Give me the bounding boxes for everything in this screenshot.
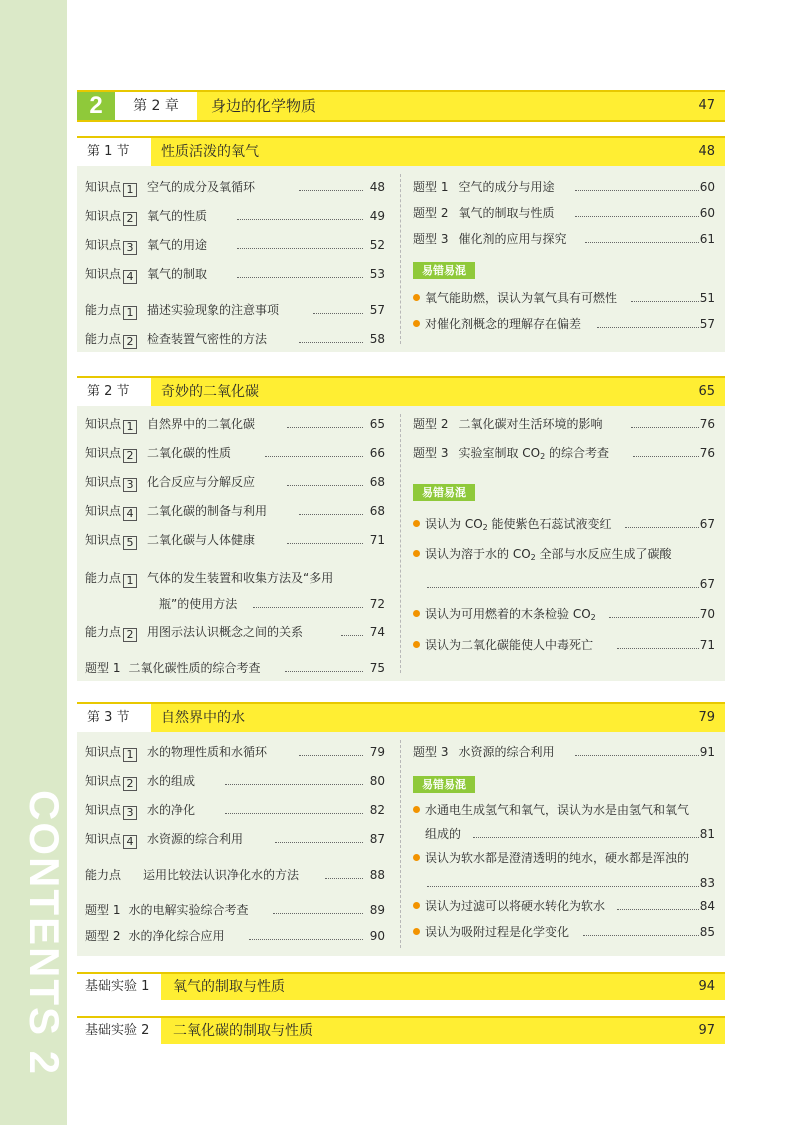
toc-entry[interactable]: 能力点 2 用图示法认识概念之间的关系 — [85, 625, 304, 641]
page-number: 74 — [369, 625, 385, 639]
page-number: 81 — [699, 827, 715, 841]
page-number: 48 — [369, 180, 385, 194]
page-number: 90 — [369, 929, 385, 943]
section-title: 自然界中的水 — [161, 710, 245, 726]
chapter-title: 身边的化学物质 — [211, 97, 317, 115]
toc-entry[interactable]: 题型 3 水资源的综合利用 — [413, 745, 555, 759]
page-number: 67 — [699, 577, 715, 591]
page-number: 85 — [699, 925, 715, 939]
section-title: 奇妙的二氧化碳 — [161, 384, 259, 400]
toc-entry[interactable]: 能力点 运用比较法认识净化水的方法 — [85, 868, 300, 882]
section-title: 性质活泼的氧气 — [161, 144, 259, 160]
section-3 — [77, 702, 725, 956]
toc-entry[interactable]: 知识点 2 二氧化碳的性质 — [85, 446, 232, 462]
error-prone-badge: 易错易混 — [413, 484, 475, 501]
page-number: 71 — [699, 638, 715, 652]
section-1-body — [77, 166, 725, 352]
page-number: 65 — [369, 417, 385, 431]
error-entry[interactable]: 水通电生成氢气和氧气，误认为水是由氢气和氧气 — [413, 802, 689, 818]
section-number: 第 1 节 — [77, 138, 151, 166]
section-number: 第 2 节 — [77, 378, 151, 406]
page-number: 68 — [369, 504, 385, 518]
toc-entry[interactable]: 知识点 3 氧气的用途 — [85, 238, 208, 254]
error-entry[interactable]: 氧气能助燃，误认为氧气具有可燃性 — [413, 290, 617, 306]
section-1 — [77, 136, 725, 352]
page-number: 87 — [369, 832, 385, 846]
toc-entry[interactable]: 知识点 1 空气的成分及氧循环 — [85, 180, 256, 196]
error-entry[interactable]: 误认为可用燃着的木条检验 $CO_2$ — [413, 606, 596, 622]
page-number: 75 — [369, 661, 385, 675]
error-prone-badge: 易错易混 — [413, 776, 475, 793]
page-number: 89 — [369, 903, 385, 917]
page-number: 61 — [699, 232, 715, 246]
bullet-icon — [413, 320, 420, 327]
chapter-header[interactable] — [77, 90, 725, 122]
experiment-2-row[interactable] — [77, 1016, 725, 1044]
toc-entry[interactable]: 知识点 2 水的组成 — [85, 774, 196, 790]
section-page: 79 — [698, 710, 715, 725]
toc-entry[interactable]: 能力点 1 气体的发生装置和收集方法及“多用 — [85, 571, 334, 587]
page-number: 52 — [369, 238, 385, 252]
error-prone-badge: 易错易混 — [413, 262, 475, 279]
experiment-page: 94 — [698, 979, 715, 994]
toc-entry[interactable]: 题型 1 二氧化碳性质的综合考查 — [85, 661, 261, 675]
toc-entry-continued: 瓶”的使用方法 — [159, 597, 238, 611]
page-number: 71 — [369, 533, 385, 547]
page-number: 67 — [699, 517, 715, 531]
toc-entry[interactable]: 题型 3 催化剂的应用与探究 — [413, 232, 567, 246]
experiment-page: 97 — [698, 1023, 715, 1038]
toc-entry[interactable]: 知识点 4 二氧化碳的制备与利用 — [85, 504, 268, 520]
experiment-title: 氧气的制取与性质 — [173, 979, 285, 995]
section-number: 第 3 节 — [77, 704, 151, 732]
toc-entry[interactable]: 知识点 3 化合反应与分解反应 — [85, 475, 256, 491]
toc-entry[interactable]: 知识点 2 氧气的性质 — [85, 209, 208, 225]
section-2-header[interactable] — [77, 376, 725, 406]
page-number: 79 — [369, 745, 385, 759]
error-entry-continued: 组成的 — [425, 827, 462, 841]
page-number: 84 — [699, 899, 715, 913]
bullet-icon — [413, 806, 420, 813]
bullet-icon — [413, 550, 420, 557]
section-2-body — [77, 406, 725, 681]
bullet-icon — [413, 520, 420, 527]
section-page: 65 — [698, 384, 715, 399]
error-entry[interactable]: 误认为 $CO_2$ 能使紫色石蕊试液变红 — [413, 516, 612, 532]
section-2 — [77, 376, 725, 681]
experiment-1-row[interactable] — [77, 972, 725, 1000]
page-number: 91 — [699, 745, 715, 759]
column-divider — [400, 174, 401, 344]
bullet-icon — [413, 902, 420, 909]
toc-entry[interactable]: 知识点 4 水资源的综合利用 — [85, 832, 244, 848]
page-number: 70 — [699, 607, 715, 621]
chapter-title-bar — [197, 92, 725, 120]
toc-entry[interactable]: 题型 1 空气的成分与用途 — [413, 180, 555, 194]
bullet-icon — [413, 854, 420, 861]
section-1-header[interactable] — [77, 136, 725, 166]
toc-entry[interactable]: 题型 3 实验室制取 $CO_2$ 的综合考查 — [413, 446, 610, 461]
column-divider — [400, 740, 401, 948]
page-number: 83 — [699, 876, 715, 890]
bullet-icon — [413, 641, 420, 648]
error-entry[interactable]: 误认为软水都是澄清透明的纯水，硬水都是浑浊的 — [413, 850, 689, 866]
error-entry[interactable]: 误认为吸附过程是化学变化 — [413, 924, 569, 940]
bullet-icon — [413, 928, 420, 935]
page-number: 60 — [699, 180, 715, 194]
chapter-page: 47 — [698, 98, 715, 113]
page-number: 60 — [699, 206, 715, 220]
toc-entry[interactable]: 知识点 1 水的物理性质和水循环 — [85, 745, 268, 761]
toc-entry[interactable]: 能力点 1 描述实验现象的注意事项 — [85, 303, 280, 319]
error-entry[interactable]: 误认为过滤可以将硬水转化为软水 — [413, 898, 605, 914]
section-3-body — [77, 732, 725, 956]
page-number: 76 — [699, 417, 715, 431]
page-number: 82 — [369, 803, 385, 817]
chapter-number-badge: 2 — [77, 92, 115, 120]
page-number: 66 — [369, 446, 385, 460]
page-number: 51 — [699, 291, 715, 305]
page-number: 76 — [699, 446, 715, 460]
chapter-label: 第 2 章 — [115, 92, 197, 120]
page-number: 49 — [369, 209, 385, 223]
error-entry[interactable]: 误认为溶于水的 $CO_2$ 全部与水反应生成了碳酸 — [413, 546, 672, 562]
page-number: 58 — [369, 332, 385, 346]
experiment-title: 二氧化碳的制取与性质 — [173, 1023, 313, 1039]
toc-entry[interactable]: 能力点 2 检查装置气密性的方法 — [85, 332, 268, 348]
page-number: 53 — [369, 267, 385, 281]
page-number: 88 — [369, 868, 385, 882]
section-page: 48 — [698, 144, 715, 159]
error-entry[interactable]: 误认为二氧化碳能使人中毒死亡 — [413, 637, 593, 653]
contents-vertical-label: CONTENTS 2 — [21, 790, 68, 1077]
toc-entry[interactable]: 知识点 4 氧气的制取 — [85, 267, 208, 283]
toc-entry[interactable]: 知识点 3 水的净化 — [85, 803, 196, 819]
page-number: 72 — [369, 597, 385, 611]
toc-entry[interactable]: 知识点 5 二氧化碳与人体健康 — [85, 533, 256, 549]
bullet-icon — [413, 610, 420, 617]
page-number: 68 — [369, 475, 385, 489]
column-divider — [400, 414, 401, 673]
page-number: 57 — [369, 303, 385, 317]
toc-entry[interactable]: 题型 2 水的净化综合应用 — [85, 929, 225, 943]
toc-entry[interactable]: 知识点 1 自然界中的二氧化碳 — [85, 417, 256, 433]
section-3-header[interactable] — [77, 702, 725, 732]
toc-entry[interactable]: 题型 2 氧气的制取与性质 — [413, 206, 555, 220]
toc-entry[interactable]: 题型 1 水的电解实验综合考查 — [85, 903, 249, 917]
experiment-label: 基础实验 2 — [77, 1018, 161, 1044]
experiment-label: 基础实验 1 — [77, 974, 161, 1000]
error-entry[interactable]: 对催化剂概念的理解存在偏差 — [413, 316, 581, 332]
page-number: 57 — [699, 317, 715, 331]
page-number: 80 — [369, 774, 385, 788]
bullet-icon — [413, 294, 420, 301]
toc-entry[interactable]: 题型 2 二氧化碳对生活环境的影响 — [413, 417, 603, 431]
